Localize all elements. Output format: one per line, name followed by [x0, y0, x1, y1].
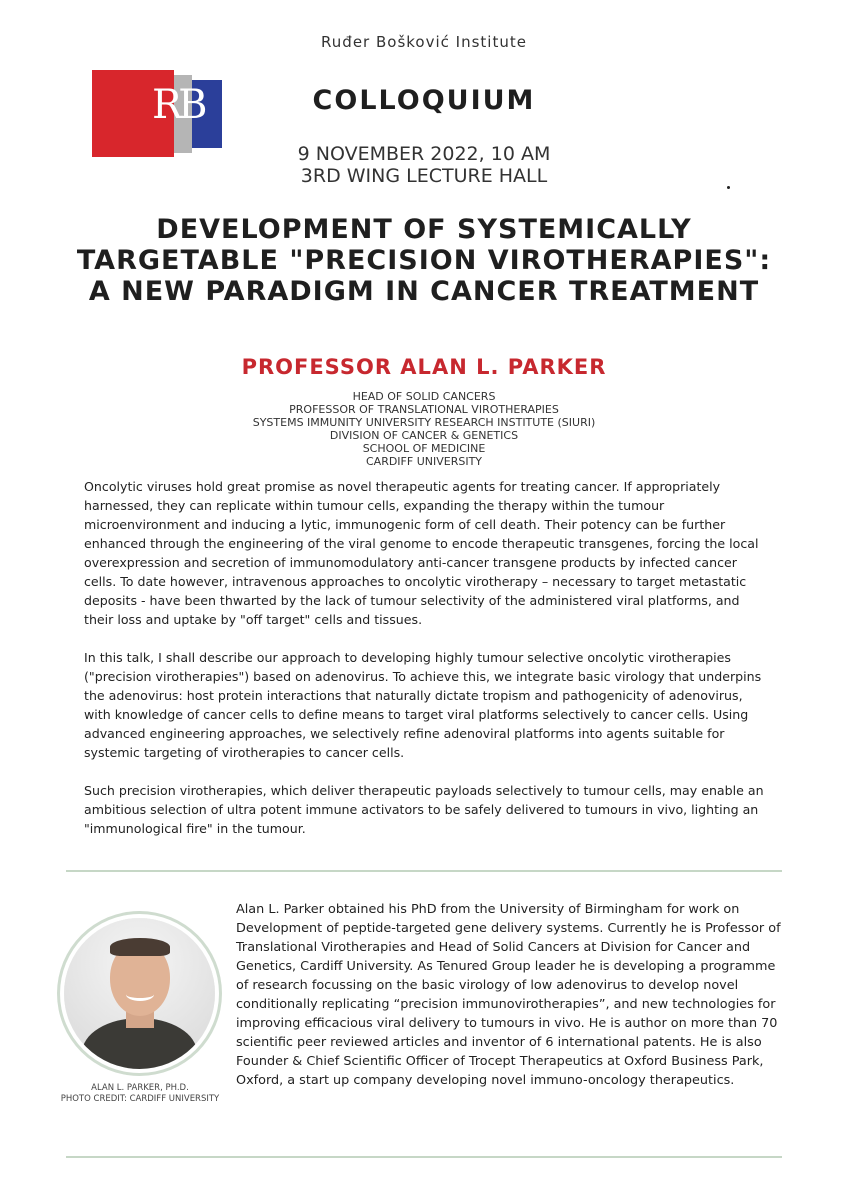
photo-smile	[126, 988, 154, 1001]
affiliation-line: SYSTEMS IMMUNITY UNIVERSITY RESEARCH INSTITUTE (SIURI)	[252, 416, 596, 429]
speaker-bio: Alan L. Parker obtained his PhD from the University of Birmingham for work on Development of peptide-targeted gene delivery systems. Currently he is Professor of Translational Virotherapies and Head of Solid Cancers at Division for Cancer and Genetics, Cardiff University. As Tenured Group leader he is developing a programme of research focussing on the basic virology of low adenovirus to develop novel conditionally replicating “precision immunovirotherapies”, and new technologies for improving efficacious viral delivery to tumours in vivo. He is author on more than 70 scientific peer reviewed articles and inventor of 6 international patents. He is also Founder & Chief Scientific Officer of Trocept Therapeutics at Oxford Business Park, Oxford, a start up company developing novel immuno-oncology therapeutics.	[236, 902, 781, 1088]
section-divider	[66, 870, 782, 872]
talk-title-line: TARGETABLE "PRECISION VIROTHERAPIES":	[76, 245, 772, 276]
speaker-affiliations	[0, 390, 848, 468]
speaker-photo	[64, 918, 215, 1069]
event-venue: 3RD WING LECTURE HALL	[300, 165, 548, 187]
logo-letters: RB	[152, 82, 204, 128]
affiliation-line: SCHOOL OF MEDICINE	[362, 442, 486, 455]
institute-name: Ruđer Bošković Institute	[321, 33, 527, 51]
abstract-paragraph: Such precision virotherapies, which deliver therapeutic payloads selectively to tumour cells, may enable an ambitious selection of ultra potent immune activators to be safely delivered to tumours in vivo, lighting an "immunological fire" in the tumour.	[84, 783, 764, 836]
event-when	[0, 143, 848, 187]
footer-divider	[66, 1156, 782, 1158]
abstract	[84, 477, 764, 857]
affiliation-line: HEAD OF SOLID CANCERS	[352, 390, 496, 403]
talk-title	[30, 214, 818, 307]
decorative-dot	[727, 186, 730, 189]
event-type: COLLOQUIUM	[312, 85, 536, 116]
affiliation-line: CARDIFF UNIVERSITY	[365, 455, 483, 468]
affiliation-line: DIVISION OF CANCER & GENETICS	[329, 429, 519, 442]
affiliation-line: PROFESSOR OF TRANSLATIONAL VIROTHERAPIES	[289, 403, 559, 416]
photo-caption	[50, 1083, 230, 1105]
abstract-paragraph: In this talk, I shall describe our approach to developing highly tumour selective oncolytic virotherapies ("precision virotherapies") based on adenovirus. To achieve this, we integrate basic virology that underpins the adenovirus: host protein interactions that naturally dictate tropism and pathogenicity of adenovirus, with knowledge of cancer cells to define means to target viral platforms selectively to cancer cells. Using advanced engineering approaches, we selectively refine adenoviral platforms into agents suitable for systemic targeting of virotherapies to cancer cells.	[84, 650, 762, 760]
photo-caption-credit: PHOTO CREDIT: CARDIFF UNIVERSITY	[60, 1094, 220, 1104]
event-date-time: 9 NOVEMBER 2022, 10 AM	[297, 143, 551, 165]
speaker-name: PROFESSOR ALAN L. PARKER	[241, 355, 607, 379]
abstract-paragraph: Oncolytic viruses hold great promise as novel therapeutic agents for treating cancer. If appropriately harnessed, they can replicate within tumour cells, expanding the therapy within the tumour microenvironment and inducing a lytic, immunogenic form of cell death. Their potency can be further enhanced through the engineering of the viral genome to encode therapeutic transgenes, forcing the local overexpression and secretion of immunomodulatory anti-cancer transgene products by infected cancer cells. To date however, intravenous approaches to oncolytic virotherapy – necessary to target metastatic deposits - have been thwarted by the lack of tumour selectivity of the administered viral platforms, and their loss and uptake by "off target" cells and tissues.	[84, 479, 759, 627]
photo-hair	[110, 938, 170, 956]
talk-title-line: DEVELOPMENT OF SYSTEMICALLY	[156, 214, 692, 245]
talk-title-line: A NEW PARADIGM IN CANCER TREATMENT	[88, 276, 760, 307]
photo-caption-name: ALAN L. PARKER, PH.D.	[91, 1083, 189, 1093]
